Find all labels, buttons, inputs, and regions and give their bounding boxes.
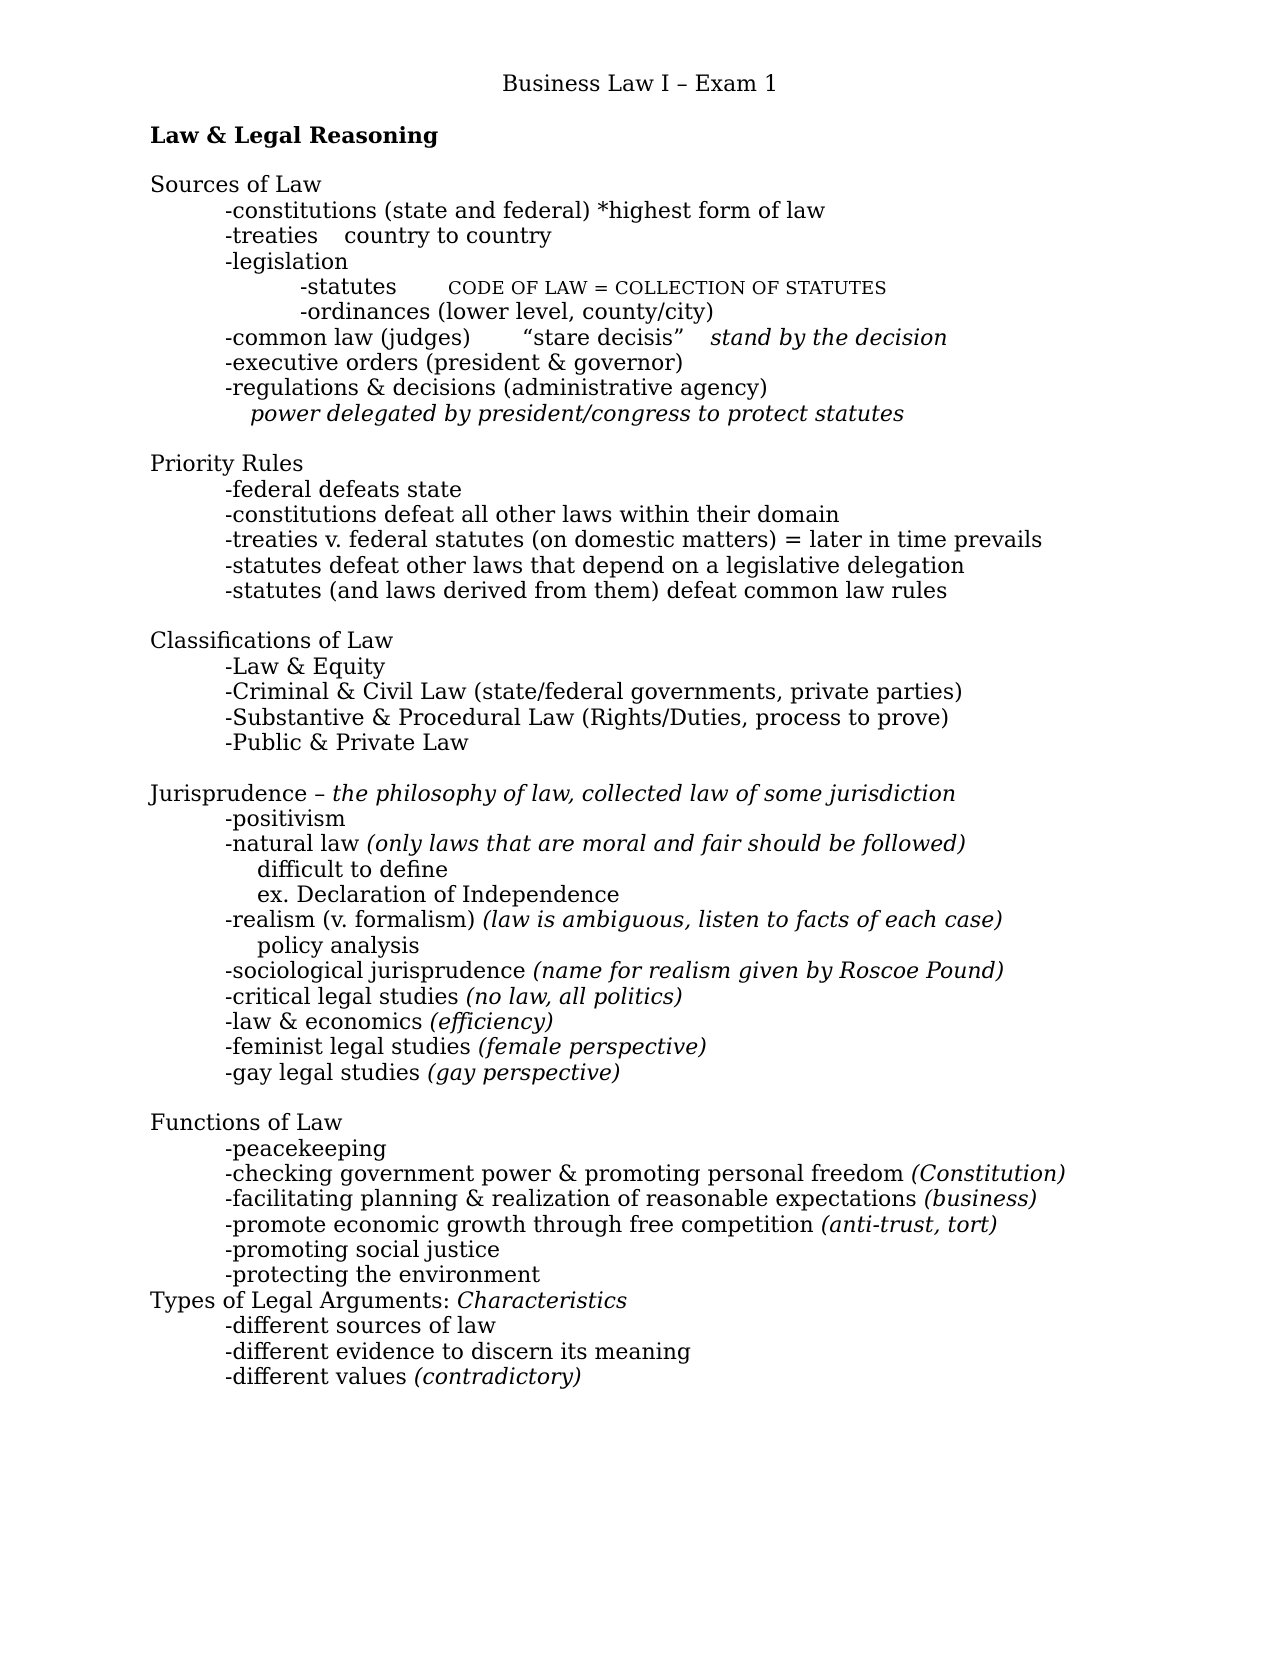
functions-label: Functions of Law <box>150 1111 343 1136</box>
list-item: policy analysis <box>250 934 420 959</box>
list-item: -promote economic growth through free competition (anti-trust, tort) <box>225 1213 998 1238</box>
list-item: -treaties country to country <box>225 224 552 249</box>
list-item: -law & economics (efficiency) <box>225 1010 554 1035</box>
list-item: -ordinances (lower level, county/city) <box>300 300 714 325</box>
list-item: -statutes defeat other laws that depend on a legislative delegation <box>225 554 965 579</box>
list-item: -Public & Private Law <box>225 731 469 756</box>
list-item: -different evidence to discern its meaning <box>225 1340 691 1365</box>
list-item: -realism (v. formalism) (law is ambiguous, listen to facts of each case) <box>225 908 1003 933</box>
list-item: -positivism <box>225 807 346 832</box>
list-item: -constitutions defeat all other laws within their domain <box>225 503 840 528</box>
code-of-law-note: CODE OF LAW = COLLECTION OF STATUTES <box>448 278 887 299</box>
list-item: -peacekeeping <box>225 1137 387 1162</box>
list-item: -different values (contradictory) <box>225 1365 582 1390</box>
list-item: -regulations & decisions (administrative agency) <box>225 376 768 401</box>
document-title: Business Law I – Exam 1 <box>501 72 779 97</box>
list-item: -federal defeats state <box>225 478 462 503</box>
list-item: -different sources of law <box>225 1314 496 1339</box>
sources-label: Sources of Law <box>150 173 322 198</box>
jurisprudence-label: Jurisprudence – the philosophy of law, collected law of some jurisdiction <box>150 782 956 807</box>
classifications-label: Classifications of Law <box>150 629 394 654</box>
priority-label: Priority Rules <box>150 452 304 477</box>
list-item: -statutes CODE OF LAW = COLLECTION OF STATUTES <box>300 275 887 300</box>
list-item: -feminist legal studies (female perspective) <box>225 1035 707 1060</box>
list-item: -legislation <box>225 250 349 275</box>
list-item: difficult to define <box>250 858 449 883</box>
list-item: -Law & Equity <box>225 655 386 680</box>
list-item: -statutes (and laws derived from them) defeat common law rules <box>225 579 948 604</box>
list-item: -Substantive & Procedural Law (Rights/Duties, process to prove) <box>225 706 950 731</box>
list-item: -facilitating planning & realization of reasonable expectations (business) <box>225 1187 1038 1212</box>
list-item: -sociological jurisprudence (name for realism given by Roscoe Pound) <box>225 959 1005 984</box>
list-item: -checking government power & promoting personal freedom (Constitution) <box>225 1162 1066 1187</box>
list-item: ex. Declaration of Independence <box>250 883 620 908</box>
list-item: -executive orders (president & governor) <box>225 351 684 376</box>
arguments-label: Types of Legal Arguments: Characteristics <box>150 1289 628 1314</box>
list-item: -common law (judges) “stare decisis” stand by the decision <box>225 326 948 351</box>
section-heading: Law & Legal Reasoning <box>150 123 439 149</box>
list-item: power delegated by president/congress to protect statutes <box>250 402 905 427</box>
list-item: -promoting social justice <box>225 1238 501 1263</box>
list-item: -constitutions (state and federal) *highest form of law <box>225 199 826 224</box>
list-item: -Criminal & Civil Law (state/federal governments, private parties) <box>225 680 963 705</box>
list-item: -gay legal studies (gay perspective) <box>225 1061 621 1086</box>
list-item: -protecting the environment <box>225 1263 541 1288</box>
list-item: -critical legal studies (no law, all politics) <box>225 985 683 1010</box>
list-item: -treaties v. federal statutes (on domestic matters) = later in time prevails <box>225 528 1043 553</box>
list-item: -natural law (only laws that are moral and fair should be followed) <box>225 832 966 857</box>
